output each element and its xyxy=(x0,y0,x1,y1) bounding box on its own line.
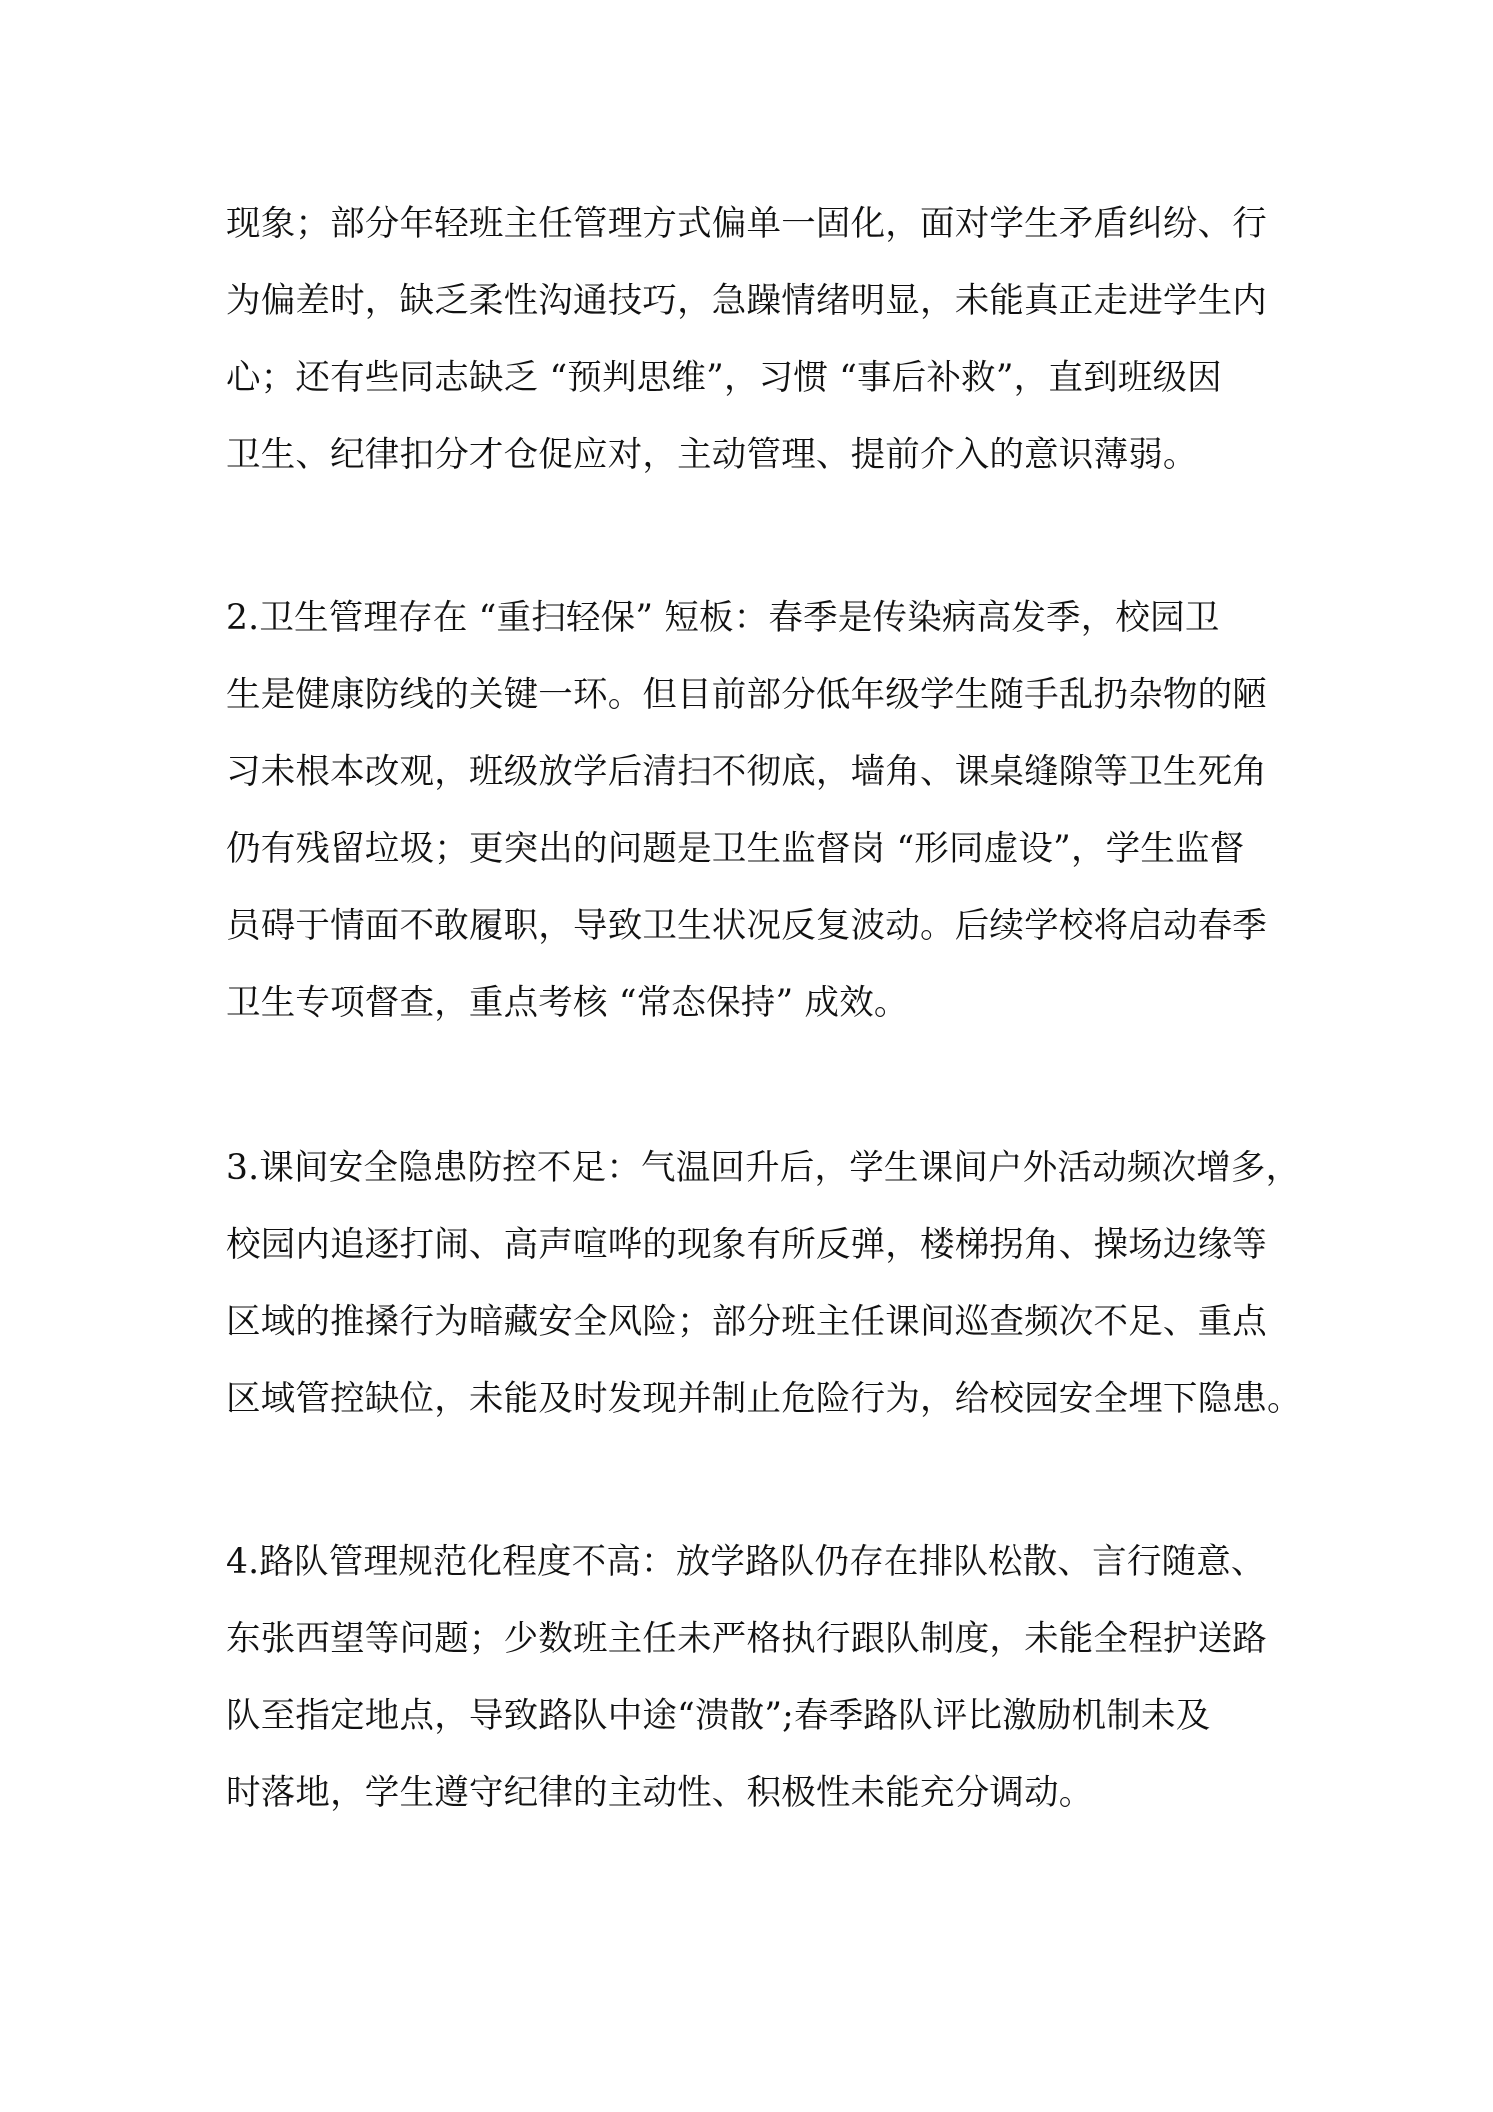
text-line: 现象；部分年轻班主任管理方式偏单一固化，面对学生矛盾纠纷、行 xyxy=(226,204,1267,244)
text-line: 习未根本改观，班级放学后清扫不彻底，墙角、课桌缝隙等卫生死角 xyxy=(226,752,1267,792)
text-line: 卫生专项督查，重点考核 “常态保持” 成效。 xyxy=(226,983,909,1023)
paragraph-class-teacher-issues xyxy=(226,186,1286,494)
paragraph-hygiene-management xyxy=(226,580,1286,1042)
text-line: 校园内追逐打闹、高声喧哗的现象有所反弹，楼梯拐角、操场边缘等 xyxy=(226,1225,1267,1265)
text-line: 2.卫生管理存在 “重扫轻保” 短板：春季是传染病高发季，校园卫 xyxy=(226,598,1220,638)
text-line: 区域的推搡行为暗藏安全风险；部分班主任课间巡查频次不足、重点 xyxy=(226,1302,1267,1342)
text-line: 生是健康防线的关键一环。但目前部分低年级学生随手乱扔杂物的陋 xyxy=(226,675,1267,715)
paragraph-break-safety xyxy=(226,1130,1302,1438)
text-line: 3.课间安全隐患防控不足：气温回升后，学生课间户外活动频次增多， xyxy=(226,1148,1301,1188)
text-line: 仍有残留垃圾；更突出的问题是卫生监督岗 “形同虚设”，学生监督 xyxy=(226,829,1245,869)
text-line: 时落地，学生遵守纪律的主动性、积极性未能充分调动。 xyxy=(226,1773,1094,1813)
text-line: 为偏差时，缺乏柔性沟通技巧，急躁情绪明显，未能真正走进学生内 xyxy=(226,281,1267,321)
text-line: 员碍于情面不敢履职，导致卫生状况反复波动。后续学校将启动春季 xyxy=(226,906,1267,946)
text-line: 区域管控缺位，未能及时发现并制止危险行为，给校园安全埋下隐患。 xyxy=(226,1379,1302,1419)
text-line: 4.路队管理规范化程度不高：放学路队仍存在排队松散、言行随意、 xyxy=(226,1542,1266,1582)
text-line: 队至指定地点，导致路队中途“溃散”;春季路队评比激励机制未及 xyxy=(226,1696,1211,1736)
text-line: 东张西望等问题；少数班主任未严格执行跟队制度，未能全程护送路 xyxy=(226,1619,1267,1659)
text-line: 心；还有些同志缺乏 “预判思维”，习惯 “事后补救”，直到班级因 xyxy=(226,358,1222,398)
paragraph-route-queue-management xyxy=(226,1524,1286,1832)
text-line: 卫生、纪律扣分才仓促应对，主动管理、提前介入的意识薄弱。 xyxy=(226,435,1198,475)
